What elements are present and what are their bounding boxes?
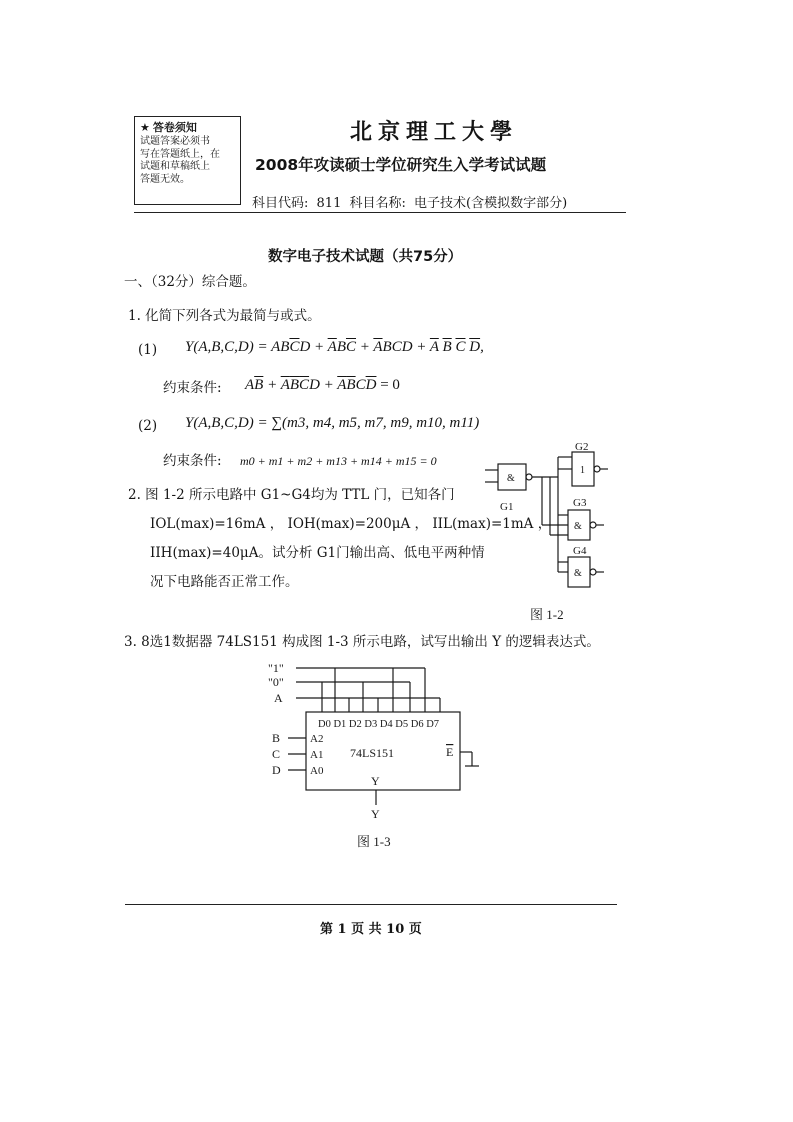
g1-label: G1 (500, 501, 514, 513)
q1-constraint2-formula: m0 + m1 + m2 + m13 + m14 + m15 = 0 (240, 454, 437, 468)
output-pin: Y (371, 774, 380, 788)
q1-text: 1. 化简下列各式为最简与或式。 (128, 308, 321, 324)
subject-name-label: 科目名称: (349, 196, 406, 211)
footer-divider (125, 904, 617, 905)
q1-sub1-formula: $Y(A,B,C,D) = AB\overline{C}D + \overline{A}B\overline{C} + \overline{A}BCD + \overline{A}$ $\overline{B}$ $\overline{C}$ $\overline{D}$, (185, 339, 484, 355)
figure-1-3-caption: 图 1-3 (357, 834, 391, 849)
notice-box (134, 116, 241, 205)
inverter-bubble (590, 569, 596, 575)
subject-code-label: 科目代码: (252, 196, 309, 211)
g4-symbol: & (574, 568, 582, 579)
g3-label: G3 (573, 497, 587, 509)
q2-line: 况下电路能否正常工作。 (150, 574, 299, 590)
q2-line: 2. 图 1-2 所示电路中 G1~G4均为 TTL 门，已知各门 (128, 487, 455, 503)
input-label-d: D (272, 763, 281, 777)
q1-constraint-label: 约束条件: (163, 380, 222, 396)
g4-label: G4 (573, 545, 587, 557)
subject-name: 电子技术(含模拟数字部分) (410, 192, 571, 213)
exam-title: 2008年攻读硕士学位研究生入学考试试题 (255, 156, 547, 174)
input-label-c: C (272, 747, 281, 761)
pin-a2: A2 (310, 733, 324, 745)
input-label-b: B (272, 731, 281, 745)
input-label-a: A (274, 691, 283, 705)
notice-line: 答题无效。 (140, 173, 190, 185)
pin-a0: A0 (310, 765, 324, 777)
q1-sub2-number: (2) (138, 418, 158, 434)
notice-line: 试题和草稿纸上 (140, 161, 210, 172)
q1-constraint1-formula: $A\overline{B} + \overline{A}\overline{B}\overline{C}D + \overline{A}\overline{B}C\overline{D} = 0$ (245, 377, 400, 393)
figure-1-2-circuit (480, 440, 630, 630)
q2-line: IOL(max)=16mA ， IOH(max)=200μA ， IIL(max)=1mA ， (150, 516, 552, 532)
chip-name: 74LS151 (350, 746, 395, 760)
inverter-bubble (526, 474, 532, 480)
part1-heading: 一、（32分）综合题。 (124, 274, 256, 290)
g3-symbol: & (574, 521, 582, 532)
notice-title: ★ 答卷须知 (140, 121, 197, 134)
enable-pin: E (446, 745, 454, 759)
inverter-bubble (590, 522, 596, 528)
subject-line (252, 192, 571, 213)
q3-text: 3. 8选1数据器 74LS151 构成图 1-3 所示电路，试写出输出 Y 的逻辑表达式。 (124, 634, 600, 650)
q1-sub1-number: (1) (138, 342, 158, 358)
university-name: 北京理工大學 (350, 119, 519, 145)
header-divider (134, 212, 626, 213)
subject-code: 811 (313, 196, 346, 213)
g2-label: G2 (575, 441, 589, 453)
q1-sub2-formula: Y(A,B,C,D) = ∑(m3, m4, m5, m7, m9, m10, m11) (185, 415, 480, 431)
q1-sub1-lhs: Y(A,B,C,D) = (185, 339, 272, 355)
output-label-y: Y (371, 807, 380, 821)
section-title: 数字电子技术试题（共75分） (268, 249, 463, 265)
notice-line: 写在答题纸上，在 (140, 148, 220, 160)
data-pins: D0 D1 D2 D3 D4 D5 D6 D7 (318, 719, 440, 730)
g2-symbol: 1 (580, 465, 585, 476)
input-label-0: "0" (268, 675, 284, 689)
figure-1-2-caption: 图 1-2 (530, 607, 564, 622)
figure-1-3-circuit (260, 660, 490, 860)
pin-a1: A1 (310, 749, 324, 761)
q2-line: IIH(max)=40μA。试分析 G1门输出高、低电平两种情 (150, 545, 485, 561)
inverter-bubble (594, 466, 600, 472)
star-icon: ★ (140, 121, 150, 134)
q1-constraint2-label: 约束条件: (163, 453, 222, 469)
page-footer: 第 1 页 共 10 页 (320, 922, 422, 937)
notice-body (140, 136, 235, 186)
g1-symbol: & (507, 473, 515, 484)
input-label-1: "1" (268, 661, 284, 675)
notice-line: 试题答案必须书 (140, 136, 210, 147)
